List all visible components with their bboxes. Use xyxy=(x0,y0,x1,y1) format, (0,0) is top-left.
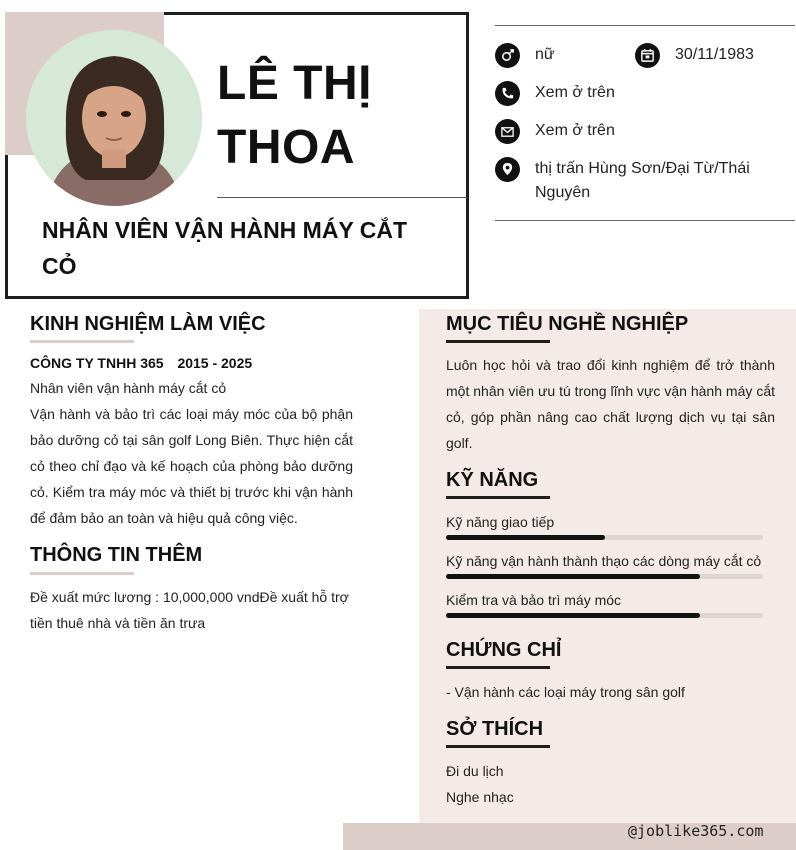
skills-heading: KỸ NĂNG xyxy=(446,469,539,491)
skill-bar-track xyxy=(446,574,763,579)
email-icon xyxy=(495,119,520,144)
objective-underline xyxy=(446,340,550,343)
certificate-item: - Vận hành các loại máy trong sân golf xyxy=(446,684,685,700)
skill-label: Kỹ năng giao tiếp xyxy=(446,514,555,530)
address-value: thị trấn Hùng Sơn/Đại Từ/Thái Nguyên xyxy=(535,160,750,201)
position-title: Nhân viên vận hành máy cắt cỏ xyxy=(30,380,227,396)
hobby-item: Đi du lịch xyxy=(446,763,504,779)
skill-label: Kỹ năng vận hành thành thạo các dòng máy cắt cỏ xyxy=(446,553,762,569)
avatar xyxy=(26,30,202,206)
skill-bar-track xyxy=(446,535,763,540)
additional-info-underline xyxy=(30,572,134,575)
skill-bar-fill xyxy=(446,535,605,540)
gender-value: nữ xyxy=(535,46,555,63)
objective-text: Luôn học hỏi và trao đổi kinh nghiệm để trở thành một nhân viên ưu tú trong lĩnh vực vận hành máy cắt cỏ, góp phần nâng cao chất lượng dịch vụ tại sân golf. xyxy=(446,357,775,451)
experience-description: Vận hành và bảo trì các loại máy móc của bộ phận bảo dưỡng cỏ tại sân golf Long Biên. Thực hiện cắt cỏ theo chỉ đạo và kế hoạch của phòng bảo dưỡng cỏ. Kiểm tra máy móc và thiết bị trước khi vận hành để đảm bảo an toàn và hiệu quả công việc. xyxy=(30,406,353,526)
skill-bar-track xyxy=(446,613,763,618)
gender-icon xyxy=(495,43,520,68)
calendar-icon xyxy=(635,43,660,68)
candidate-name xyxy=(217,52,447,180)
experience-heading: KINH NGHIỆM LÀM VIỆC xyxy=(30,313,266,335)
phone-value: Xem ở trên xyxy=(535,84,615,101)
job-title: NHÂN VIÊN VẬN HÀNH MÁY CẮT CỎ xyxy=(42,217,408,279)
name-line-2: THOA xyxy=(217,121,355,174)
phone-icon xyxy=(495,81,520,106)
email-value: Xem ở trên xyxy=(535,122,615,139)
name-line-1: LÊ THỊ xyxy=(217,57,372,110)
location-icon xyxy=(495,157,520,182)
birthdate-value: 30/11/1983 xyxy=(675,46,754,63)
additional-info-heading: THÔNG TIN THÊM xyxy=(30,544,203,566)
experience-entry-header xyxy=(30,352,252,374)
contact-gender xyxy=(495,43,555,68)
footer-handle: @joblike365.com xyxy=(628,822,764,840)
hobbies-list xyxy=(446,758,514,810)
hobbies-underline xyxy=(446,745,550,748)
skill-label: Kiểm tra và bảo trì máy móc xyxy=(446,592,622,608)
contact-address xyxy=(495,157,775,205)
name-divider xyxy=(217,197,467,198)
company-name: CÔNG TY TNHH 365 xyxy=(30,355,164,371)
certificates-heading: CHỨNG CHỈ xyxy=(446,639,562,661)
skills-underline xyxy=(446,496,550,499)
contact-email xyxy=(495,119,615,144)
skill-bar-fill xyxy=(446,613,700,618)
additional-info-text: Đề xuất mức lương : 10,000,000 vndĐề xuất hỗ trợ tiền thuê nhà và tiền ăn trưa xyxy=(30,589,349,631)
experience-underline xyxy=(30,340,134,343)
contact-birthdate xyxy=(635,43,754,68)
hobbies-heading: SỞ THÍCH xyxy=(446,718,544,740)
objective-heading: MỤC TIÊU NGHỀ NGHIỆP xyxy=(446,313,689,335)
employment-period: 2015 - 2025 xyxy=(177,355,253,371)
avatar-portrait xyxy=(26,30,202,206)
contact-phone xyxy=(495,81,615,106)
hobby-item: Nghe nhạc xyxy=(446,789,514,805)
certificates-underline xyxy=(446,666,550,669)
skill-bar-fill xyxy=(446,574,700,579)
contact-block xyxy=(495,25,795,221)
